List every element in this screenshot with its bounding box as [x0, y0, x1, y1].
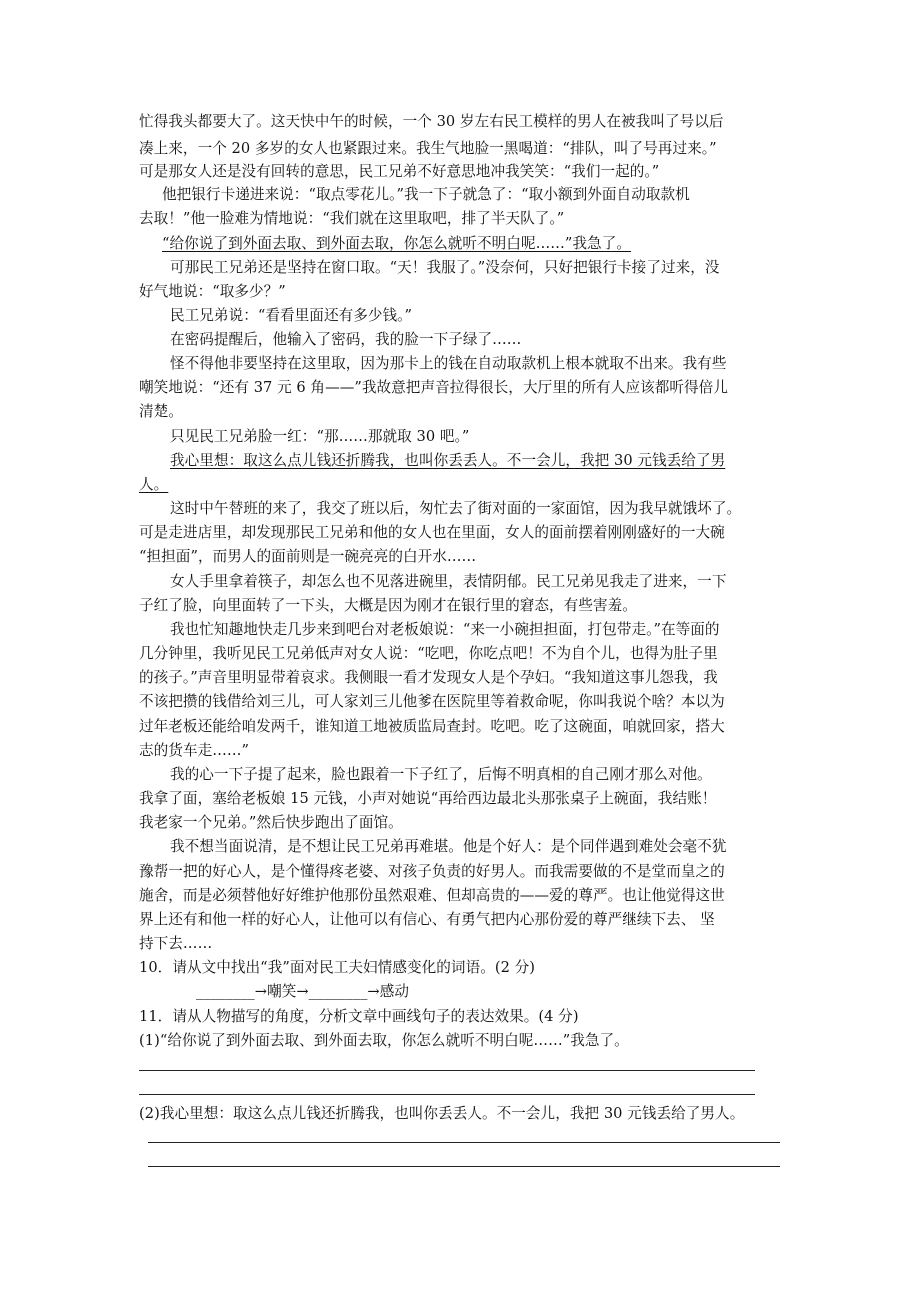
passage-line: 施舍，而是必须替他好好维护他那份虽然艰难、但却高贵的——爱的尊严。也让他觉得这世 — [139, 887, 725, 904]
passage-line: 去取！”他一脸难为情地说：“我们就在这里取吧，排了半天队了。” — [139, 210, 565, 227]
arrow-icon: → — [254, 983, 268, 1000]
answer-line[interactable] — [148, 1166, 780, 1167]
arrow-icon: → — [296, 983, 309, 1000]
emotion-chain — [196, 982, 409, 1002]
emotion-word: 嘲笑 — [267, 983, 297, 1000]
passage-line: 界上还有和他一样的好心人，让他可以有信心、有勇气把内心那份爱的尊严继续下去、 坚 — [139, 911, 715, 928]
answer-blank-2[interactable]: ________ — [308, 983, 368, 1000]
passage-line: 嘲笑地说：“还有 37 元 6 角——”我故意把声音拉得很长，大厅里的所有人应该都听得倍儿 — [139, 379, 728, 396]
emotion-word: 感动 — [379, 983, 409, 1000]
passage-line: 我老家一个兄弟。”然后快步跑出了面馆。 — [139, 814, 403, 831]
underlined-sentence-1: “给你说了到外面去取、到外面去取，你怎么就听不明白呢……”我急了。 — [162, 235, 631, 252]
passage-line: 女人手里拿着筷子，却怎么也不见落进碗里，表情阴郁。民工兄弟见我走了进来，一下 — [170, 573, 727, 590]
underlined-sentence-2-end: 人。 — [139, 476, 169, 493]
passage-line: “担担面”，而男人的面前则是一碗亮亮的白开水…… — [139, 548, 477, 565]
passage-line: 我也忙知趣地快走几步来到吧台对老板娘说：“来一小碗担担面，打包带走。”在等面的 — [170, 621, 720, 638]
passage-line: 他把银行卡递进来说：“取点零花儿。”我一下子就急了：“取小额到外面自动取款机 — [162, 186, 690, 203]
sub-question-1: (1)“给你说了到外面去取、到外面去取，你怎么就听不明白呢……”我急了。 — [139, 1032, 629, 1049]
question-11-text: 11．请从人物描写的角度，分析文章中画线句子的表达效果。(4 分) — [139, 1008, 579, 1025]
answer-line[interactable] — [139, 1094, 755, 1095]
passage-line: 志的货车走……” — [139, 742, 250, 759]
passage-line: 我拿了面，塞给老板娘 15 元钱，小声对她说“再给西边最北头那张桌子上碗面，我结账！ — [139, 790, 717, 807]
question-10-text: 10．请从文中找出“我”面对民工夫妇情感变化的词语。(2 分) — [139, 959, 536, 976]
underlined-sentence-2: 我心里想：取这么点儿钱还折腾我，也叫你丢丢人。不一会儿，我把 30 元钱丢给了男 — [170, 452, 726, 469]
passage-line: 可是那女人还是没有回转的意思，民工兄弟不好意思地冲我笑笑：“我们一起的。” — [139, 163, 660, 180]
passage-line: 凑上来，一个 20 多岁的女人也紧跟过来。我生气地脸一黑喝道：“排队，叫了号再过来。” — [139, 140, 717, 157]
passage-line: 清楚。 — [139, 403, 183, 420]
passage-line: 民工兄弟说：“看看里面还有多少钱。” — [170, 307, 413, 324]
passage-line: 可那民工兄弟还是坚持在窗口取。“天！我服了。”没奈何，只好把银行卡接了过来，没 — [170, 259, 720, 276]
passage-line: 持下去…… — [139, 935, 213, 952]
passage-line: 过年老板还能给咱发两千，谁知道工地被质监局查封。吃吧。吃了这碗面，咱就回家，搭大 — [139, 718, 725, 735]
passage-line: 这时中午替班的来了，我交了班以后，匆忙去了街对面的一家面馆，因为我早就饿坏了。 — [170, 500, 742, 517]
passage-line: 的孩子。”声音里明显带着哀求。我侧眼一看才发现女人是个孕妇。“我知道这事儿怨我，我 — [139, 669, 718, 686]
answer-blank-1[interactable]: ________ — [196, 983, 255, 1000]
answer-line[interactable] — [139, 1070, 755, 1071]
passage-line: 我的心一下子提了起来，脸也跟着一下子红了，后悔不明真相的自己刚才那么对他。 — [170, 766, 712, 783]
passage-line: 在密码提醒后，他输入了密码，我的脸一下子绿了…… — [170, 331, 522, 348]
sub-question-2: (2)我心里想：取这么点儿钱还折腾我，也叫你丢丢人。不一会儿，我把 30 元钱丢给了男人。 — [139, 1105, 745, 1122]
passage-line: 豫帮一把的好心人，是个懂得疼老婆、对孩子负责的好男人。而我需要做的不是堂而皇之的 — [139, 863, 725, 880]
answer-line[interactable] — [148, 1142, 780, 1143]
passage-line: 好气地说：“取多少？” — [139, 283, 286, 300]
passage-line: 子红了脸，向里面转了一下头，大概是因为刚才在银行里的窘态，有些害羞。 — [139, 597, 637, 614]
passage-line: 只见民工兄弟脸一红：“那……那就取 30 吧。” — [170, 428, 470, 445]
passage-line: 我不想当面说清，是不想让民工兄弟再难堪。他是个好人：是个同伴遇到难处会毫不犹 — [170, 838, 727, 855]
passage-line: 几分钟里，我听见民工兄弟低声对女人说：“吃吧，你吃点吧！不为自个儿，也得为肚子里 — [139, 645, 718, 662]
passage-line: 忙得我头都要大了。这天快中午的时候，一个 30 岁左右民工模样的男人在被我叫了号以后 — [139, 113, 724, 130]
passage-line: 怪不得他非要坚持在这里取，因为那卡上的钱在自动取款机上根本就取不出来。我有些 — [170, 355, 727, 372]
arrow-icon: → — [367, 983, 380, 1000]
passage-line: 不该把攒的钱借给刘三儿，可人家刘三儿他爹在医院里等着救命呢，你叫我说个啥？本以为 — [139, 693, 725, 710]
passage-line: 可是走进店里，却发现那民工兄弟和他的女人也在里面，女人的面前摆着刚刚盛好的一大碗 — [139, 524, 725, 541]
